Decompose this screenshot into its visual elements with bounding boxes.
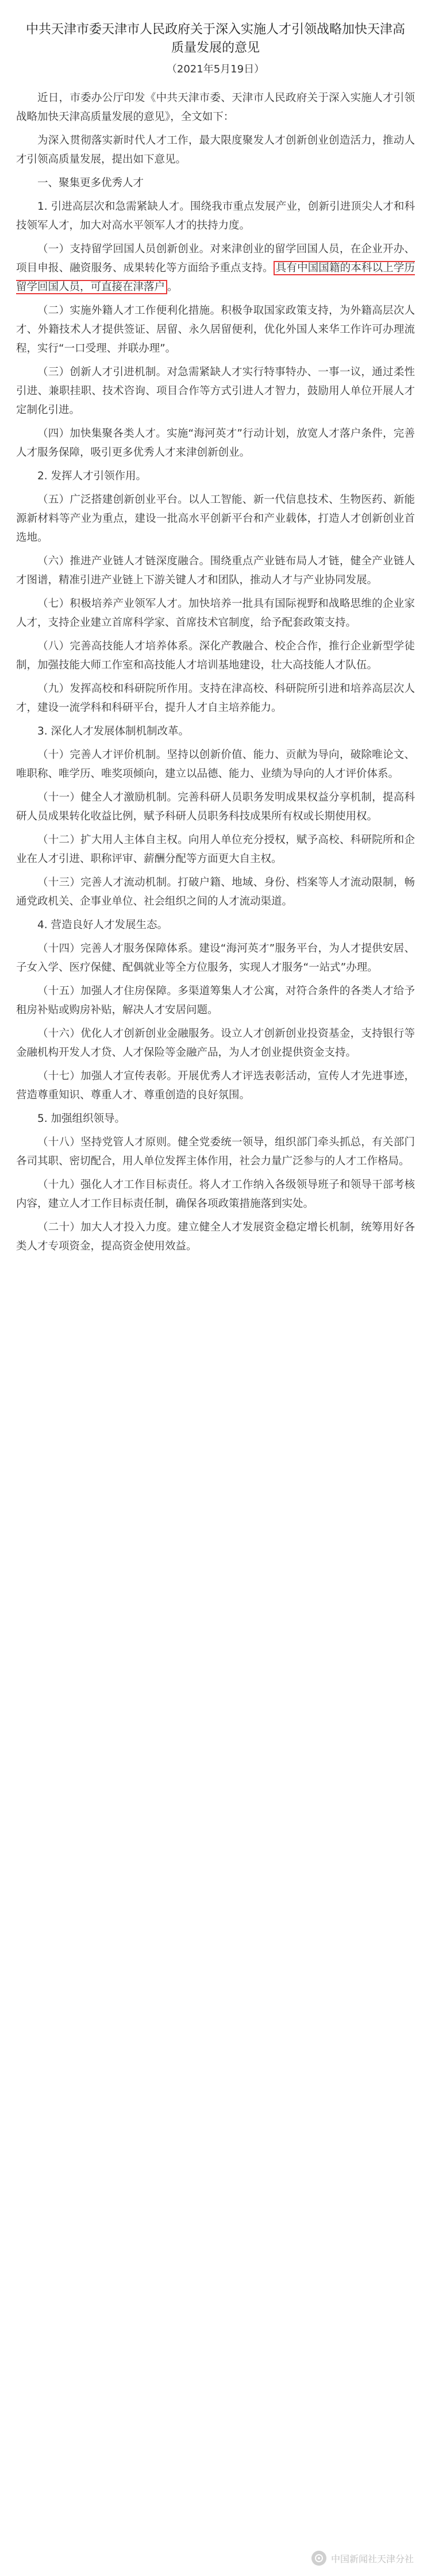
body-paragraph xyxy=(16,594,415,632)
body-paragraph xyxy=(16,722,415,741)
paragraph-text: 4. 营造良好人才发展生态。 xyxy=(37,919,168,931)
paragraph-text: 一、聚集更多优秀人才 xyxy=(37,177,144,189)
paragraph-text: （八）完善高技能人才培养体系。深化产教融合、校企合作，推行企业新型学徒制，加强技能大师工作室和高技能人才培训基地建设，壮大高技能人才队伍。 xyxy=(16,640,415,671)
body-paragraph xyxy=(16,1175,415,1213)
paragraph-text: （五）广泛搭建创新创业平台。以人工智能、新一代信息技术、生物医药、新能源新材料等产业为重点，建设一批高水平创新平台和产业载体，打造人才创新创业首选地。 xyxy=(16,494,415,544)
paragraph-text: 5. 加强组织领导。 xyxy=(37,1113,126,1125)
document-body xyxy=(16,89,415,1256)
body-paragraph xyxy=(16,916,415,935)
watermark-logo-icon xyxy=(311,2551,326,2566)
paragraph-text: （四）加快集聚各类人才。实施“海河英才”行动计划，放宽人才落户条件，完善人才服务保障，吸引更多优秀人才来津创新创业。 xyxy=(16,428,415,459)
watermark xyxy=(311,2551,414,2566)
paragraph-text: （十八）坚持党管人才原则。健全党委统一领导，组织部门牵头抓总，有关部门各司其职、密切配合，用人单位发挥主体作用，社会力量广泛参与的人才工作格局。 xyxy=(16,1136,415,1167)
body-paragraph xyxy=(16,831,415,868)
body-paragraph xyxy=(16,174,415,193)
paragraph-text: （十三）完善人才流动机制。打破户籍、地域、身份、档案等人才流动限制，畅通党政机关、企事业单位、社会组织之间的人才流动渠道。 xyxy=(16,876,415,908)
body-paragraph: （一）支持留学回国人员创新创业。对来津创业的留学回国人员，在企业开办、项目申报、融资服务、成果转化等方面给予重点支持。 具有中国国籍的本科以上学历留学回国人员，可直接在津落户 。 xyxy=(16,243,415,293)
body-paragraph xyxy=(16,490,415,547)
body-paragraph xyxy=(16,424,415,462)
body-paragraph xyxy=(16,467,415,486)
document-title: 中共天津市委天津市人民政府关于深入实施人才引领战略加快天津高质量发展的意见 xyxy=(25,22,405,55)
body-paragraph xyxy=(16,982,415,1020)
paragraph-text: （六）推进产业链人才链深度融合。围绕重点产业链布局人才链，健全产业链人才图谱，精准引进产业链上下游关键人才和团队，推动人才与产业协同发展。 xyxy=(16,555,415,586)
paragraph-text: （一）支持留学回国人员创新创业。对来津创业的留学回国人员，在企业开办、项目申报、融资服务、成果转化等方面给予重点支持。 xyxy=(16,243,415,274)
paragraph-text: （十四）完善人才服务保障体系。建设“海河英才”服务平台，为人才提供安居、子女入学、医疗保健、配偶就业等全方位服务，实现人才服务“一站式”办理。 xyxy=(16,943,415,974)
body-paragraph xyxy=(16,637,415,675)
paragraph-text: （三）创新人才引进机制。对急需紧缺人才实行特事特办、一事一议，通过柔性引进、兼职挂职、技术咨询、项目合作等方式引进人才智力，鼓励用人单位开展人才定制化引进。 xyxy=(16,366,415,416)
body-paragraph xyxy=(16,131,415,169)
body-paragraph xyxy=(16,788,415,826)
paragraph-text: （二十）加大人才投入力度。建立健全人才发展资金稳定增长机制，统筹用好各类人才专项资金，提高资金使用效益。 xyxy=(16,1221,415,1252)
body-paragraph xyxy=(16,873,415,911)
paragraph-text: （十二）扩大用人主体自主权。向用人单位充分授权，赋予高校、科研院所和企业在人才引进、职称评审、薪酬分配等方面更大自主权。 xyxy=(16,834,415,865)
body-paragraph xyxy=(16,1109,415,1128)
paragraph-text: （十）完善人才评价机制。坚持以创新价值、能力、贡献为导向，破除唯论文、唯职称、唯学历、唯奖项倾向，建立以品德、能力、业绩为导向的人才评价体系。 xyxy=(16,749,415,780)
body-paragraph xyxy=(16,1133,415,1171)
document-date: （2021年5月19日） xyxy=(166,63,265,75)
paragraph-text: （十七）加强人才宣传表彰。开展优秀人才评选表彰活动，宣传人才先进事迹，营造尊重知识、尊重人才、尊重创造的良好氛围。 xyxy=(16,1070,415,1101)
paragraph-text: （十九）强化人才工作目标责任。将人才工作纳入各级领导班子和领导干部考核内容，建立人才工作目标责任制，确保各项政策措施落到实处。 xyxy=(16,1179,415,1210)
body-paragraph xyxy=(16,939,415,977)
paragraph-text: （九）发挥高校和科研院所作用。支持在津高校、科研院所引进和培养高层次人才，建设一流学科和科研平台，提升人才自主培养能力。 xyxy=(16,683,415,714)
body-paragraph xyxy=(16,301,415,358)
highlighted-text: 具有中国国籍的本科以上学历留学回国人员，可直接在津落户 xyxy=(16,262,415,293)
body-paragraph xyxy=(16,1067,415,1105)
body-paragraph xyxy=(16,745,415,783)
paragraph-text: 近日，市委办公厅印发《中共天津市委、天津市人民政府关于深入实施人才引领战略加快天津高质量发展的意见》，全文如下： xyxy=(16,92,415,123)
body-paragraph xyxy=(16,679,415,717)
body-paragraph xyxy=(16,1218,415,1256)
paragraph-text: （七）积极培养产业领军人才。加快培养一批具有国际视野和战略思维的企业家人才，支持企业建立首席科学家、首席技术官制度，给予配套政策支持。 xyxy=(16,598,415,629)
paragraph-text: 2. 发挥人才引领作用。 xyxy=(37,470,147,482)
body-paragraph xyxy=(16,363,415,420)
body-paragraph xyxy=(16,89,415,126)
paragraph-text: （二）实施外籍人才工作便利化措施。积极争取国家政策支持，为外籍高层次人才、外籍技术人才提供签证、居留、永久居留便利，优化外国人来华工作许可办理流程，实行“一口受理、并联办理”。 xyxy=(16,305,415,355)
paragraph-text: 1. 引进高层次和急需紧缺人才。围绕我市重点发展产业，创新引进顶尖人才和科技领军人才，加大对高水平领军人才的扶持力度。 xyxy=(16,201,415,232)
paragraph-text: （十五）加强人才住房保障。多渠道筹集人才公寓，对符合条件的各类人才给予租房补贴或购房补贴，解决人才安居问题。 xyxy=(16,985,415,1016)
body-paragraph xyxy=(16,197,415,235)
watermark-label: 中国新闻社天津分社 xyxy=(330,2553,414,2565)
paragraph-text: （十六）优化人才创新创业金融服务。设立人才创新创业投资基金，支持银行等金融机构开发人才贷、人才保险等金融产品，为人才创业提供资金支持。 xyxy=(16,1028,415,1059)
paragraph-text: （十一）健全人才激励机制。完善科研人员职务发明成果权益分享机制，提高科研人员成果转化收益比例，赋予科研人员职务科技成果所有权或长期使用权。 xyxy=(16,791,415,822)
body-paragraph xyxy=(16,552,415,590)
paragraph-text: 3. 深化人才发展体制机制改革。 xyxy=(37,725,190,737)
body-paragraph xyxy=(16,1024,415,1062)
paragraph-text: 为深入贯彻落实新时代人才工作，最大限度聚发人才创新创业创造活力，推动人才引领高质量发展，提出如下意见。 xyxy=(16,134,415,166)
